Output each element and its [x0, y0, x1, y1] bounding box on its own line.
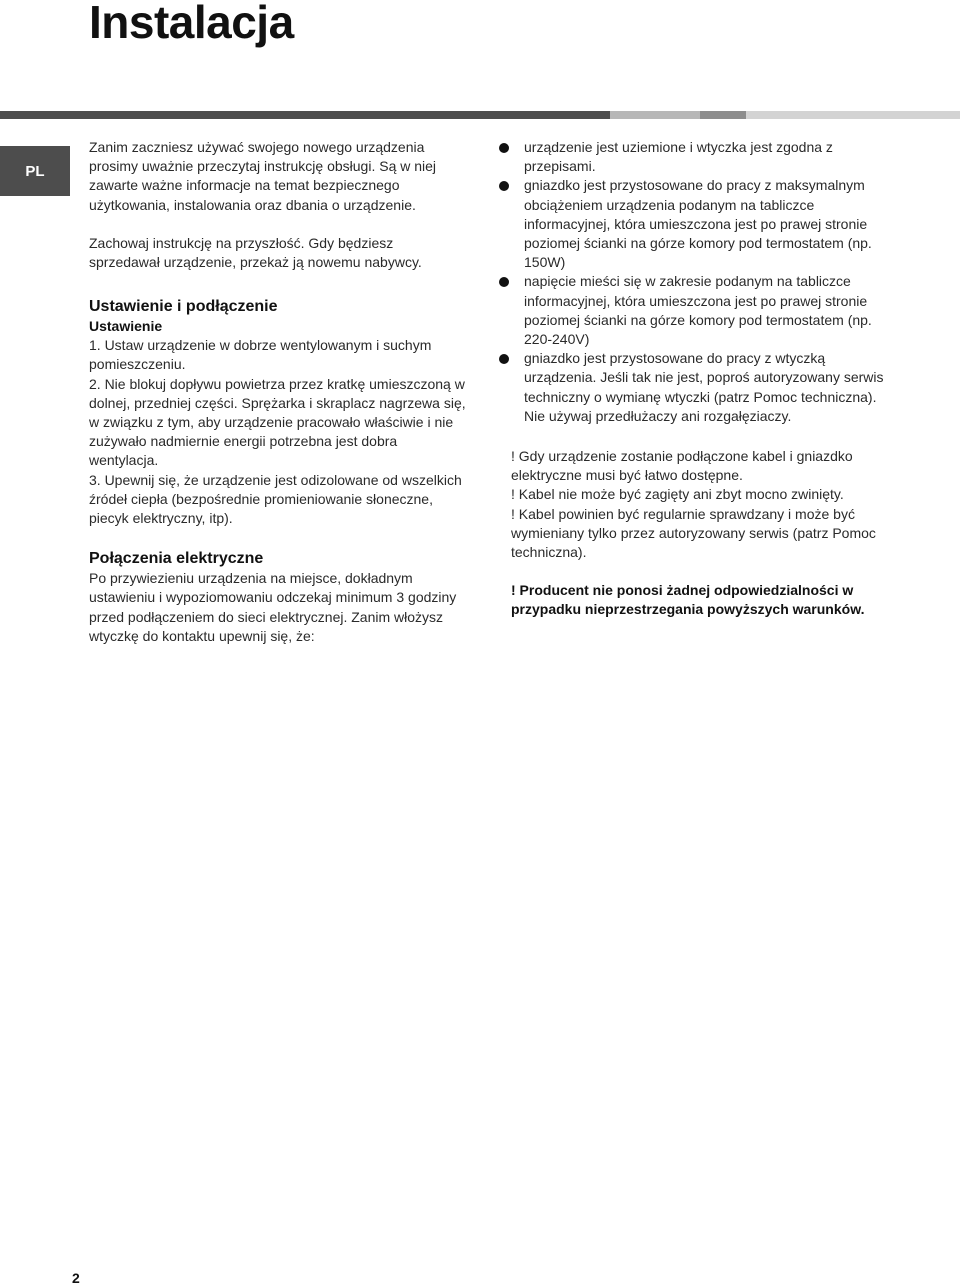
bullet-item [498, 138, 890, 176]
bullet-dot-icon [499, 181, 509, 191]
section-heading-installation: Ustawienie i podłączenie [89, 298, 278, 316]
header-band-mid [700, 111, 746, 119]
step-item: 2. Nie blokuj dopływu powietrza przez kratkę umieszczoną w dolnej, przedniej części. Sprężarka i skraplacz nagrzewa się, w związku z tym, aby urządzenie pracowało właściwie i nie zużywało nadmiernie energii potrzebna jest dobra wentylacja. [89, 375, 466, 469]
bullet-text: urządzenie jest uziemione i wtyczka jest zgodna z przepisami. [524, 139, 833, 175]
subsection-heading-placement: Ustawienie [89, 318, 163, 335]
bullet-dot-icon [499, 354, 509, 364]
warning-note: ! Kabel powinien być regularnie sprawdzany i może być wymieniany tylko przez autoryzowany serwis (patrz Pomoc techniczna). [511, 505, 876, 561]
intro-paragraph: Zachowaj instrukcję na przyszłość. Gdy będziesz sprzedawał urządzenie, przekaż ją nowemu nabywcy. [89, 234, 422, 271]
header-band-light [610, 111, 700, 119]
liability-warning: ! Producent nie ponosi żadnej odpowiedzialności w przypadku nieprzestrzegania powyższych warunków. [511, 582, 865, 618]
bullet-dot-icon [499, 277, 509, 287]
step-item: 1. Ustaw urządzenie w dobrze wentylowanym i suchym pomieszczeniu. [89, 337, 432, 373]
bullet-item [498, 272, 890, 349]
header-band-pale [746, 111, 960, 119]
step-item: 3. Upewnij się, że urządzenie jest odizolowane od wszelkich źródeł ciepła (bezpośrednie promieniowanie słoneczne, piecyk elektryczny, itp). [89, 471, 462, 527]
section-heading-electrical: Połączenia elektryczne [89, 550, 264, 568]
bullet-text: gniazdko jest przystosowane do pracy z maksymalnym obciążeniem urządzenia podanym na tabliczce informacyjnej, która umieszczona jest po prawej stronie poziomej ścianki na górze komory pod termostatem (np. 150W) [524, 177, 872, 271]
intro-paragraph: Zanim zaczniesz używać swojego nowego urządzenia prosimy uważnie przeczytaj instrukcję obsługi. Są w niej zawarte ważne informacje na temat bezpiecznego użytkowania, instalowania oraz dbania o urządzenie. [89, 139, 437, 213]
bullet-item [498, 176, 890, 272]
warning-note: ! Gdy urządzenie zostanie podłączone kabel i gniazdko elektryczne musi być łatwo dostępne. [511, 448, 853, 484]
bullet-text: gniazdko jest przystosowane do pracy z wtyczką urządzenia. Jeśli tak nie jest, poproś autoryzowany serwis techniczny o wymianę wtyczki (patrz Pomoc techniczna). Nie używaj przedłużaczy ani rozgałęziaczy. [524, 350, 884, 424]
right-column [498, 138, 890, 620]
bullet-dot-icon [499, 143, 509, 153]
page-number: 2 [72, 1270, 80, 1286]
left-column [89, 138, 467, 646]
language-tab: PL [0, 146, 70, 196]
page-title: Instalacja [89, 0, 294, 48]
bullet-text: napięcie mieści się w zakresie podanym na tabliczce informacyjnej, która umieszczona jest po prawej stronie poziomej ścianki na górze komory pod termostatem (np. 220-240V) [524, 273, 872, 348]
warning-note: ! Kabel nie może być zagięty ani zbyt mocno zwinięty. [511, 486, 844, 503]
bullet-item [498, 349, 890, 426]
header-band-dark [0, 111, 610, 119]
electrical-paragraph: Po przywiezieniu urządzenia na miejsce, dokładnym ustawieniu i wypoziomowaniu odczekaj minimum 3 godziny przed podłączeniem do sieci elektrycznej. Zanim włożysz wtyczkę do kontaktu upewnij się, że: [89, 570, 457, 644]
